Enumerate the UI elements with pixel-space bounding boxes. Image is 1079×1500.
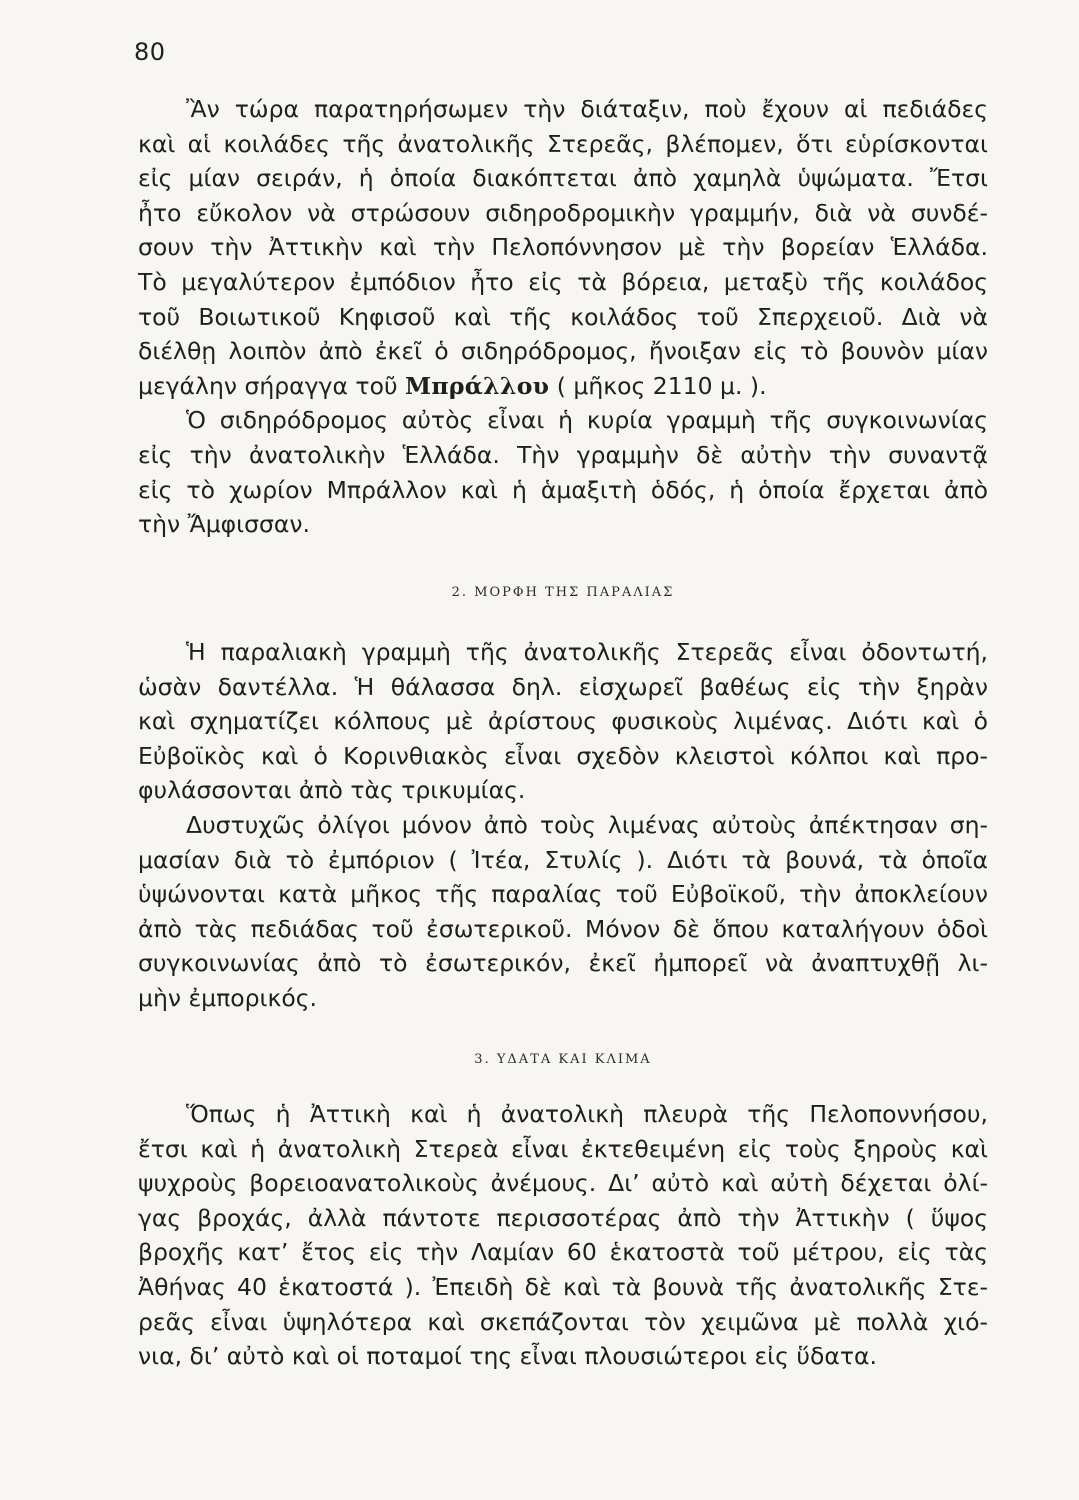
text-line: εἰς τὴν ἀνατολικὴν Ἑλλάδα. Τὴν γραμμὴν δὲ αὐτὴν τὴν συναντᾷ	[138, 440, 988, 469]
text-line: σουν τὴν Ἀττικὴν καὶ τὴν Πελοπόννησον μὲ τὴν βορείαν Ἑλλάδα.	[138, 233, 988, 262]
text-line: εἰς μίαν σειράν, ἡ ὁποία διακόπτεται ἀπὸ χαμηλὰ ὑψώματα. Ἔτσι	[138, 164, 988, 193]
text-line: ἦτο εὔκολον νὰ στρώσουν σιδηροδρομικὴν γραμμήν, διὰ νὰ συνδέ-	[138, 198, 988, 227]
text-line: φυλάσσονται ἀπὸ τὰς τρικυμίας.	[138, 776, 526, 805]
paragraph-coast	[138, 635, 988, 1016]
text-segment: ( μῆκος 2110 μ. ).	[556, 371, 767, 400]
text-line: Ἀθήνας 40 ἑκατοστά ). Ἐπειδὴ δὲ καὶ τὰ βουνὰ τῆς ἀνατολικῆς Στε-	[138, 1272, 988, 1301]
page-number: 80	[134, 38, 166, 66]
text-line: Ὁ σιδηρόδρομος αὐτὸς εἶναι ἡ κυρία γραμμὴ τῆς συγκοινωνίας	[186, 406, 988, 435]
text-line: ψυχροὺς βορειοανατολικοὺς ἀνέμους. Δι’ αὐτὸ καὶ αὐτὴ δέχεται ὀλί-	[138, 1169, 988, 1198]
tunnel-name: Μπράλλου	[405, 371, 550, 400]
text-line: τὴν Ἄμφισσαν.	[138, 510, 310, 539]
text-line: μὴν ἐμπορικός.	[138, 983, 317, 1012]
text-line: Ὅπως ἡ Ἀττικὴ καὶ ἡ ἀνατολικὴ πλευρὰ τῆς Πελοποννήσου,	[186, 1100, 988, 1128]
text-line: καὶ σχηματίζει κόλπους μὲ ἀρίστους φυσικοὺς λιμένας. Διότι καὶ ὁ	[138, 707, 988, 736]
text-line: Ἂν τώρα παρατηρήσωμεν τὴν διάταξιν, ποὺ ἔχουν αἱ πεδιάδες	[186, 95, 988, 123]
text-line: Εὐβοϊκὸς καὶ ὁ Κορινθιακὸς εἶναι σχεδὸν κλειστοὶ κόλποι καὶ προ-	[138, 741, 988, 770]
text-line: ἀπὸ τὰς πεδιάδας τοῦ ἐσωτερικοῦ. Μόνον δὲ ὅπου καταλήγουν ὁδοὶ	[138, 914, 988, 943]
paragraph-water-climate	[138, 1097, 988, 1374]
section-heading-coast: 2. ΜΟΡΦΗ ΤΗΣ ΠΑΡΑΛΙΑΣ	[451, 585, 675, 600]
text-segment: μεγάλην σήραγγα τοῦ	[138, 371, 398, 400]
text-line: νια, δι’ αὐτὸ καὶ οἱ ποταμοί της εἶναι πλουσιώτεροι εἰς ὕδατα.	[138, 1342, 877, 1371]
paragraph-railway	[138, 92, 988, 542]
text-line: ὑψώνονται κατὰ μῆκος τῆς παραλίας τοῦ Εὐβοϊκοῦ, τὴν ἀποκλείουν	[138, 880, 988, 909]
text-line: Τὸ μεγαλύτερον ἐμπόδιον ἦτο εἰς τὰ βόρεια, μεταξὺ τῆς κοιλάδος	[138, 267, 988, 296]
text-line: εἰς τὸ χωρίον Μπράλλον καὶ ἡ ἁμαξιτὴ ὁδός, ἡ ὁποία ἔρχεται ἀπὸ	[138, 475, 988, 504]
text-line: μασίαν διὰ τὸ ἐμπόριον ( Ἰτέα, Στυλίς ). Διότι τὰ βουνά, τὰ ὁποῖα	[138, 845, 988, 874]
text-line	[138, 369, 988, 404]
text-line: γας βροχάς, ἀλλὰ πάντοτε περισσοτέρας ἀπὸ τὴν Ἀττικὴν ( ὕψος	[138, 1203, 988, 1232]
text-line: ὡσὰν δαντέλλα. Ἡ θάλασσα δηλ. εἰσχωρεῖ βαθέως εἰς τὴν ξηρὰν	[138, 672, 988, 701]
text-line: Δυστυχῶς ὀλίγοι μόνον ἀπὸ τοὺς λιμένας αὐτοὺς ἀπέκτησαν ση-	[186, 810, 988, 839]
text-line: καὶ αἱ κοιλάδες τῆς ἀνατολικῆς Στερεᾶς, βλέπομεν, ὅτι εὑρίσκονται	[138, 129, 988, 158]
section-heading-water-climate: 3. ΥΔΑΤΑ ΚΑΙ ΚΛΙΜΑ	[474, 1052, 652, 1067]
text-line: ἔτσι καὶ ἡ ἀνατολικὴ Στερεὰ εἶναι ἐκτεθειμένη εἰς τοὺς ξηροὺς καὶ	[138, 1134, 988, 1163]
text-line: βροχῆς κατ’ ἔτος εἰς τὴν Λαμίαν 60 ἑκατοστὰ τοῦ μέτρου, εἰς τὰς	[138, 1238, 988, 1267]
text-line: τοῦ Βοιωτικοῦ Κηφισοῦ καὶ τῆς κοιλάδος τοῦ Σπερχειοῦ. Διὰ νὰ	[138, 302, 988, 331]
text-line: διέλθῃ λοιπὸν ἀπὸ ἐκεῖ ὁ σιδηρόδρομος, ἤνοιξαν εἰς τὸ βουνὸν μίαν	[138, 337, 988, 366]
text-line: συγκοινωνίας ἀπὸ τὸ ἐσωτερικόν, ἐκεῖ ἠμπορεῖ νὰ ἀναπτυχθῇ λι-	[138, 949, 988, 978]
text-line: ρεᾶς εἶναι ὑψηλότερα καὶ σκεπάζονται τὸν χειμῶνα μὲ πολλὰ χιό-	[138, 1307, 988, 1336]
text-line: Ἡ παραλιακὴ γραμμὴ τῆς ἀνατολικῆς Στερεᾶς εἶναι ὀδοντωτή,	[186, 638, 988, 666]
